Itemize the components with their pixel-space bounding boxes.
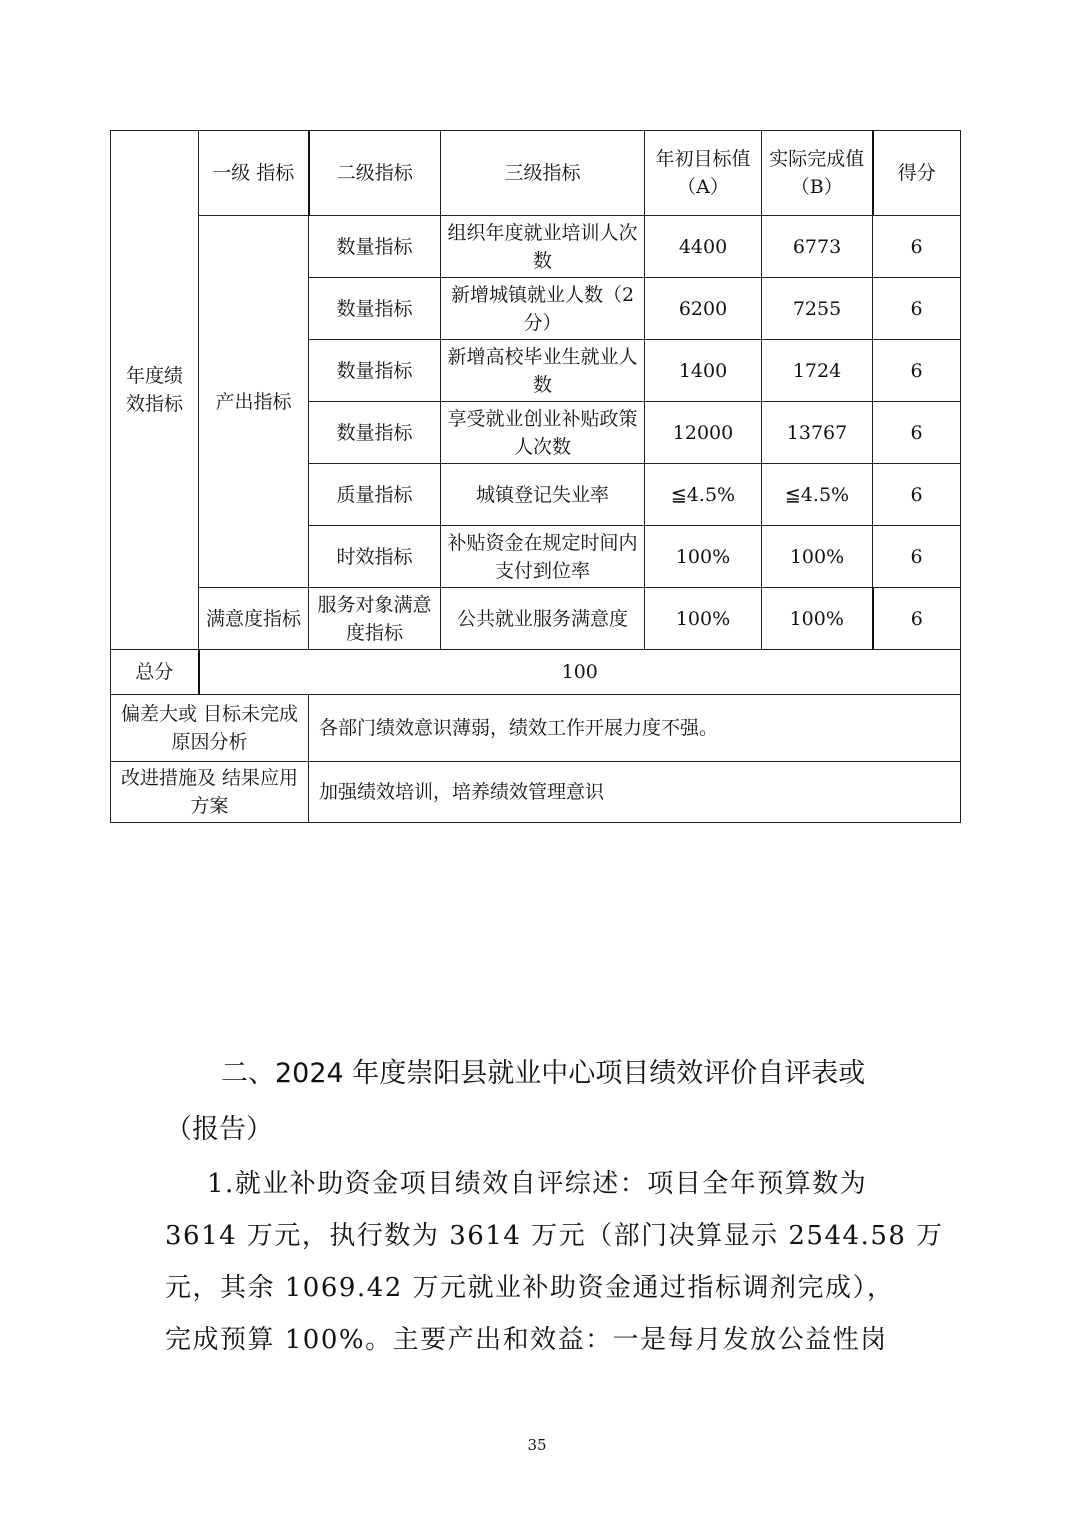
deviation-text: 各部门绩效意识薄弱，绩效工作开展力度不强。 — [309, 695, 961, 762]
performance-table — [110, 130, 961, 823]
row-level2: 数量指标 — [309, 340, 441, 402]
body-paragraph — [165, 1158, 944, 1366]
header-score: 得分 — [873, 131, 961, 216]
table-header-row — [111, 131, 961, 216]
row-actual: 100% — [762, 526, 873, 588]
improvement-row — [111, 762, 961, 823]
header-level2: 二级指标 — [309, 131, 441, 216]
row-level3: 新增城镇就业人数（2分） — [441, 278, 645, 340]
heading-line-2: （报告） — [165, 1114, 273, 1145]
header-level3: 三级指标 — [441, 131, 645, 216]
row-actual: 1724 — [762, 340, 873, 402]
paragraph-line-3: 元，其余 1069.42 万元就业补助资金通过指标调剂完成）， — [165, 1273, 895, 1303]
row-actual: 100% — [762, 588, 873, 650]
page-number: 35 — [527, 1436, 547, 1454]
output-label: 产出指标 — [199, 216, 309, 588]
row-target: 100% — [645, 526, 762, 588]
row-target: ≦4.5% — [645, 464, 762, 526]
section-label: 年度绩效指标 — [111, 131, 199, 650]
row-level3: 新增高校毕业生就业人数 — [441, 340, 645, 402]
row-score: 6 — [873, 340, 961, 402]
row-level2: 质量指标 — [309, 464, 441, 526]
row-target: 12000 — [645, 402, 762, 464]
row-actual: 6773 — [762, 216, 873, 278]
row-target: 100% — [645, 588, 762, 650]
row-actual: 13767 — [762, 402, 873, 464]
row-target: 6200 — [645, 278, 762, 340]
row-target: 4400 — [645, 216, 762, 278]
header-actual: 实际完成值（B） — [762, 131, 873, 216]
total-row — [111, 650, 961, 695]
row-actual: ≦4.5% — [762, 464, 873, 526]
total-label: 总分 — [111, 650, 199, 695]
row-score: 6 — [873, 588, 961, 650]
row-level2: 数量指标 — [309, 402, 441, 464]
heading-line-1: 二、2024 年度崇阳县就业中心项目绩效评价自评表或 — [221, 1058, 866, 1089]
row-level2: 数量指标 — [309, 278, 441, 340]
row-score: 6 — [873, 216, 961, 278]
row-actual: 7255 — [762, 278, 873, 340]
paragraph-line-2: 3614 万元，执行数为 3614 万元（部门决算显示 2544.58 万 — [165, 1221, 944, 1251]
row-level3: 补贴资金在规定时间内支付到位率 — [441, 526, 645, 588]
row-score: 6 — [873, 464, 961, 526]
improvement-label: 改进措施及 结果应用方案 — [111, 762, 309, 823]
row-target: 1400 — [645, 340, 762, 402]
satisfaction-label: 满意度指标 — [199, 588, 309, 650]
table-row — [111, 588, 961, 650]
row-level2: 时效指标 — [309, 526, 441, 588]
deviation-row — [111, 695, 961, 762]
row-level3: 公共就业服务满意度 — [441, 588, 645, 650]
total-value: 100 — [199, 650, 961, 695]
deviation-label: 偏差大或 目标未完成 原因分析 — [111, 695, 309, 762]
row-level3: 享受就业创业补贴政策人次数 — [441, 402, 645, 464]
improvement-text: 加强绩效培训，培养绩效管理意识 — [309, 762, 961, 823]
row-level2: 服务对象满意度指标 — [309, 588, 441, 650]
row-level3: 组织年度就业培训人次数 — [441, 216, 645, 278]
section-heading — [165, 1046, 925, 1158]
header-target: 年初目标值（A） — [645, 131, 762, 216]
paragraph-line-1: 1.就业补助资金项目绩效自评综述：项目全年预算数为 — [207, 1169, 868, 1199]
paragraph-line-4: 完成预算 100%。主要产出和效益：一是每月发放公益性岗 — [165, 1325, 888, 1355]
row-level3: 城镇登记失业率 — [441, 464, 645, 526]
row-score: 6 — [873, 278, 961, 340]
row-level2: 数量指标 — [309, 216, 441, 278]
table-row — [111, 216, 961, 278]
row-score: 6 — [873, 402, 961, 464]
header-level1: 一级 指标 — [199, 131, 309, 216]
row-score: 6 — [873, 526, 961, 588]
